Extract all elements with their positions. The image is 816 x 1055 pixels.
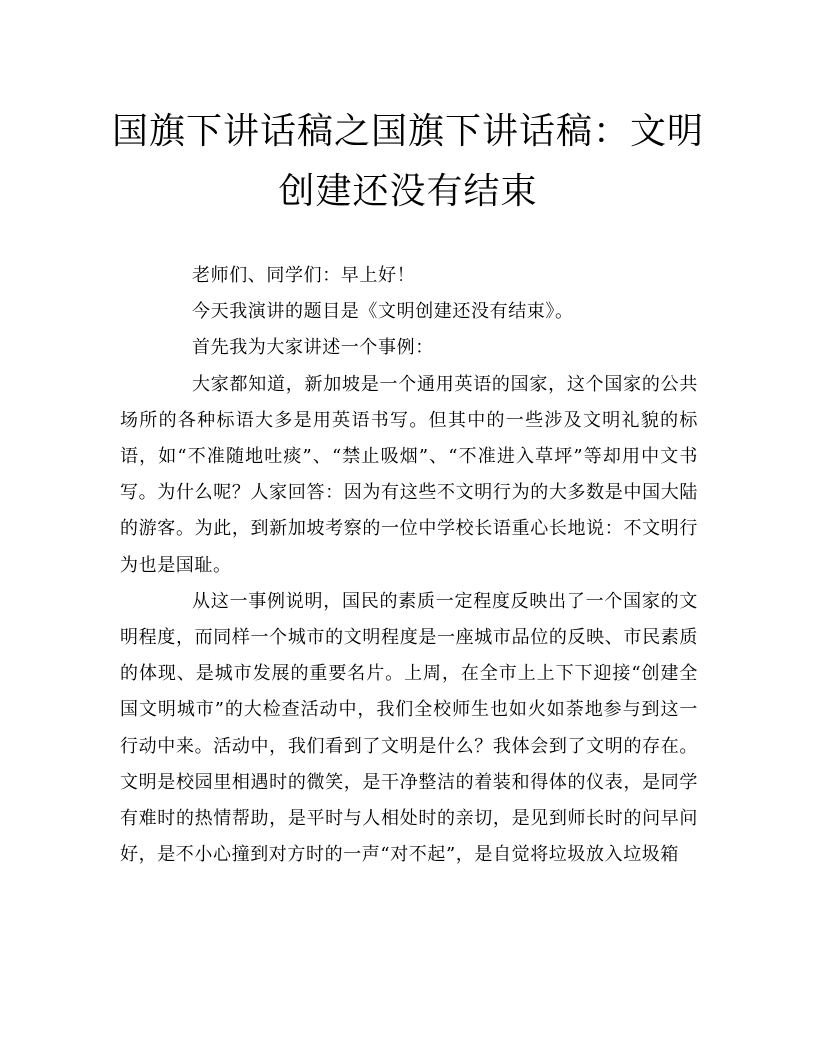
paragraph-civilization: 从这一事例说明，国民的素质一定程度反映出了一个国家的文明程度，而同样一个城市的文明程度是一座城市品位的反映、市民素质的体现、是城市发展的重要名片。上周，在全市上上下下迎接“创建全国文明城市”的大检查活动中，我们全校师生也如火如荼地参与到这一行动中来。活动中，我们看到了文明是什么？我体会到了文明的存在。文明是校园里相遇时的微笑，是干净整洁的着装和得体的仪表，是同学有难时的热情帮助，是平时与人相处时的亲切，是见到师长时的问早问好，是不小心撞到对方时的一声“对不起”，是自觉将垃圾放入垃圾箱: [120, 590, 698, 866]
paragraph-topic: 今天我演讲的题目是《文明创建还没有结束》。: [192, 301, 574, 323]
document-title: 国旗下讲话稿之国旗下讲话稿：文明创建还没有结束: [111, 111, 704, 212]
paragraph-intro: 首先我为大家讲述一个事例：: [192, 337, 434, 359]
document-body: [120, 258, 698, 873]
paragraph-singapore-example: 大家都知道，新加坡是一个通用英语的国家，这个国家的公共场所的各种标语大多是用英语书写。但其中的一些涉及文明礼貌的标语，如“不准随地吐痰”、“禁止吸烟”、“不准进入草坪”等却用中文书写。为什么呢？人家回答：因为有这些不文明行为的大多数是中国大陆的游客。为此，到新加坡考察的一位中学校长语重心长地说：不文明行为也是国耻。: [120, 373, 698, 576]
paragraph-greeting: 老师们、同学们：早上好！: [192, 265, 416, 286]
